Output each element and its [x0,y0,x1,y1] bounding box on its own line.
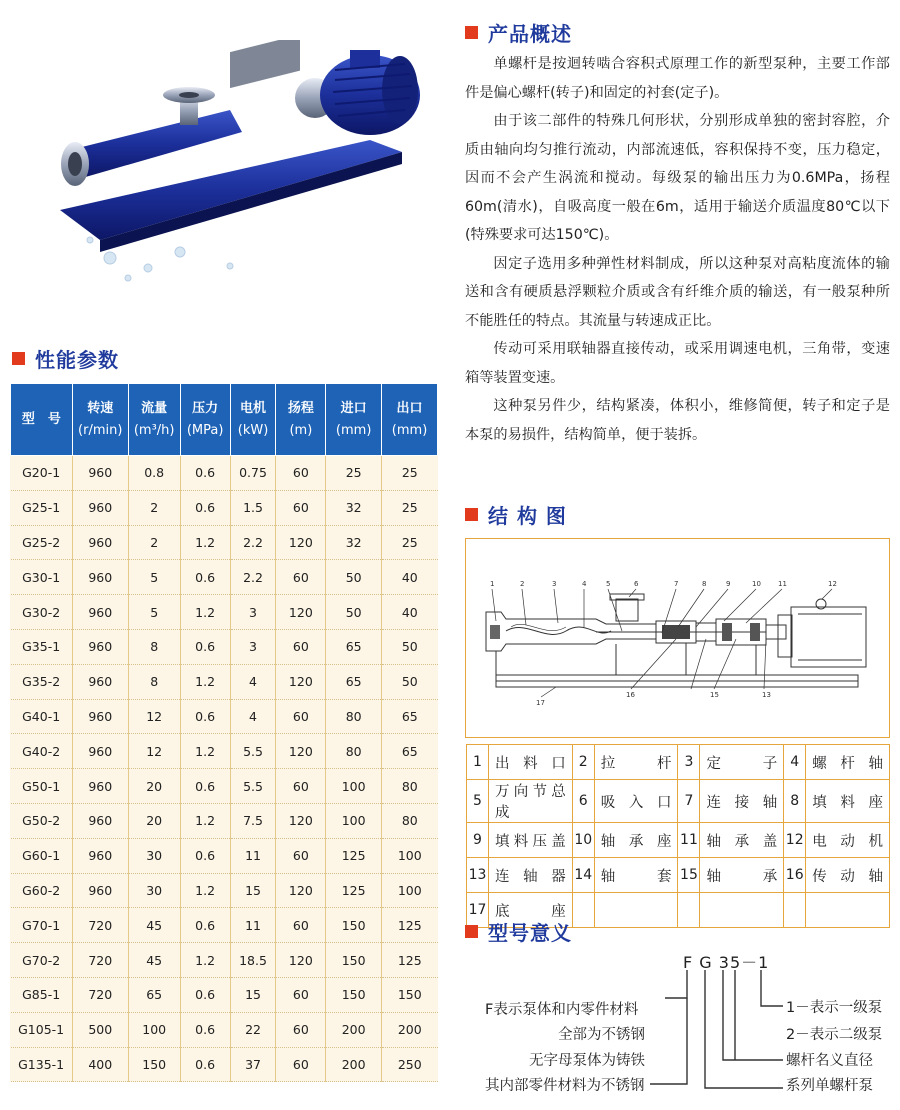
performance-cell: 960 [72,838,128,873]
performance-cell: 960 [72,873,128,908]
performance-cell: 20 [128,803,180,838]
pump-product-image [30,40,440,290]
part-name [806,893,890,928]
diagram-callout: 17 [536,699,545,707]
performance-cell: 3 [230,629,276,664]
overview-paragraph: 由于该二部件的特殊几何形状，分别形成单独的密封容腔，介质由轴向均匀推行流动，内部流速低，容积保持不变，压力稳定，因而不会产生涡流和搅动。每级泵的输出压力为0.6MPa，扬程60m(清水)，自吸高度一般在6m，适用于输送介质温度80℃以下(特殊要求可达150℃)。 [465,113,890,243]
overview-title-text: 产品概述 [488,22,572,46]
performance-cell: 0.6 [180,699,230,734]
performance-cell: 100 [382,873,438,908]
performance-cell: 8 [128,664,180,699]
overview-paragraph: 单螺杆是按迴转啮合容积式原理工作的新型泵种，主要工作部件是偏心螺杆(转子)和固定的衬套(定子)。 [465,56,890,101]
performance-cell: 250 [382,1047,438,1082]
performance-cell: 45 [128,908,180,943]
performance-cell: 720 [72,943,128,978]
performance-cell: G105-1 [11,1012,73,1047]
model-title-text: 型号意义 [488,921,572,945]
part-name: 电动机 [806,823,890,858]
part-number: 15 [678,858,700,893]
performance-cell: 65 [326,664,382,699]
performance-table-row [11,977,438,1012]
performance-cell: 0.6 [180,490,230,525]
overview-text [465,50,890,449]
diagram-callout: 4 [582,580,587,588]
performance-cell: 80 [382,769,438,804]
performance-cell: 0.75 [230,456,276,491]
performance-cell: 0.6 [180,908,230,943]
title-marker-icon [465,26,478,39]
performance-cell: 80 [326,699,382,734]
title-marker-icon [465,925,478,938]
part-number: 5 [467,780,489,823]
performance-section-title [12,344,119,373]
performance-cell: G30-1 [11,560,73,595]
diagram-callout: 11 [778,580,787,588]
performance-cell: 150 [326,908,382,943]
performance-cell: 1.2 [180,525,230,560]
part-name: 传动轴 [806,858,890,893]
part-name: 螺杆轴 [806,745,890,780]
part-number: 9 [467,823,489,858]
performance-cell: 65 [128,977,180,1012]
part-number: 3 [678,745,700,780]
performance-cell: 60 [276,908,326,943]
performance-cell: 30 [128,838,180,873]
performance-cell: 5.5 [230,769,276,804]
performance-cell: 2 [128,490,180,525]
performance-cell: 200 [326,1047,382,1082]
performance-table-row [11,525,438,560]
performance-table-row [11,699,438,734]
performance-table-row [11,873,438,908]
col-motor: 电机 (kW) [230,384,276,456]
performance-table-row [11,943,438,978]
col-head: 扬程 (m) [276,384,326,456]
performance-cell: 15 [230,873,276,908]
parts-table-row [467,858,890,893]
diagram-callout: 2 [520,580,525,588]
col-outlet: 出口 (mm) [382,384,438,456]
performance-cell: 125 [326,838,382,873]
performance-cell: G70-1 [11,908,73,943]
part-name: 填料压盖 [488,823,572,858]
performance-cell: 4 [230,699,276,734]
performance-cell: 200 [382,1012,438,1047]
performance-cell: 0.6 [180,1047,230,1082]
performance-cell: 80 [382,803,438,838]
performance-cell: 8 [128,629,180,664]
model-connector-lines [465,950,895,1100]
performance-cell: 60 [276,699,326,734]
col-inlet: 进口 (mm) [326,384,382,456]
part-number: 7 [678,780,700,823]
part-name: 定子 [700,745,784,780]
performance-cell: 100 [326,769,382,804]
title-marker-icon [12,352,25,365]
col-model: 型 号 [11,384,73,456]
performance-table [10,383,438,1082]
performance-cell: 0.6 [180,977,230,1012]
note-f-material: F表示泵体和内零件材料 [485,1002,639,1018]
performance-cell: 50 [326,560,382,595]
performance-cell: 0.6 [180,1012,230,1047]
performance-cell: 25 [382,525,438,560]
part-name [700,893,784,928]
note-inner-stainless: 其内部零件材料为不锈钢 [485,1078,645,1094]
performance-cell: 45 [128,943,180,978]
performance-cell: G35-1 [11,629,73,664]
performance-cell: 15 [230,977,276,1012]
part-number: 16 [784,858,806,893]
performance-table-row [11,664,438,699]
performance-cell: G50-2 [11,803,73,838]
performance-cell: 7.5 [230,803,276,838]
performance-cell: 3 [230,595,276,630]
performance-table-row [11,456,438,491]
performance-cell: 120 [276,595,326,630]
performance-cell: 125 [382,943,438,978]
performance-cell: 150 [326,943,382,978]
performance-cell: 120 [276,664,326,699]
performance-cell: G20-1 [11,456,73,491]
note-all-stainless: 全部为不锈钢 [558,1027,645,1043]
part-number [572,893,594,928]
performance-cell: 120 [276,525,326,560]
part-name: 吸入口 [594,780,678,823]
motor-terminal-box [350,50,380,68]
performance-table-row [11,769,438,804]
performance-cell: 5.5 [230,734,276,769]
performance-cell: 60 [276,629,326,664]
parts-table-row [467,780,890,823]
performance-cell: 100 [326,803,382,838]
col-flow: 流量 (m³/h) [128,384,180,456]
performance-cell: 960 [72,560,128,595]
overview-paragraph: 因定子选用多种弹性材料制成，所以这种泵对高粘度流体的输送和含有硬质悬浮颗粒介质或含有纤维介质的输送，有一般泵种所不能胜任的特点。其流量与转速成正比。 [465,255,890,329]
diagram-callout: 8 [702,580,707,588]
performance-cell: G35-2 [11,664,73,699]
structure-diagram [465,538,890,738]
performance-cell: G135-1 [11,1047,73,1082]
performance-cell: G40-2 [11,734,73,769]
performance-cell: 1.5 [230,490,276,525]
diagram-callout: 3 [552,580,557,588]
performance-cell: 32 [326,490,382,525]
part-name: 轴承 [700,858,784,893]
performance-table-row [11,1012,438,1047]
diagram-callout: 6 [634,580,639,588]
overview-paragraph: 传动可采用联轴器直接传动，或采用调速电机，三角带，变速箱等装置变速。 [465,341,890,386]
part-name: 轴承盖 [700,823,784,858]
performance-cell: 0.6 [180,560,230,595]
performance-cell: G70-2 [11,943,73,978]
diagram-callout: 12 [828,580,837,588]
note-diameter: 螺杆名义直径 [786,1053,873,1069]
title-marker-icon [465,508,478,521]
performance-cell: 25 [326,456,382,491]
model-code: F G 35－1 [683,953,770,972]
performance-cell: 1.2 [180,943,230,978]
model-section-title [465,917,572,946]
performance-cell: 25 [382,456,438,491]
part-name: 轴承座 [594,823,678,858]
part-number: 13 [467,858,489,893]
performance-cell: 120 [276,803,326,838]
diagram-callout: 13 [762,691,771,699]
diagram-callout: 1 [490,580,495,588]
performance-cell: 60 [276,560,326,595]
part-name [594,893,678,928]
performance-cell: 20 [128,769,180,804]
performance-table-row [11,629,438,664]
performance-cell: 65 [326,629,382,664]
performance-cell: 0.6 [180,838,230,873]
note-series: 系列单螺杆泵 [786,1078,873,1094]
performance-cell: 2.2 [230,560,276,595]
note-no-letter: 无字母泵体为铸铁 [529,1053,645,1069]
performance-cell: 720 [72,977,128,1012]
performance-cell: 32 [326,525,382,560]
overview-paragraph: 这种泵另件少，结构紧凑，体积小，维修简便，转子和定子是本泵的易损件，结构简单，便于装拆。 [465,398,890,443]
model-meaning-diagram [465,950,895,1100]
performance-cell: 1.2 [180,803,230,838]
performance-table-row [11,734,438,769]
performance-cell: 80 [326,734,382,769]
parts-table-row [467,745,890,780]
performance-cell: G60-1 [11,838,73,873]
part-number: 2 [572,745,594,780]
pump-body [70,110,242,178]
part-number: 14 [572,858,594,893]
performance-cell: 960 [72,803,128,838]
part-number: 10 [572,823,594,858]
performance-cell: 12 [128,699,180,734]
part-name: 拉杆 [594,745,678,780]
performance-cell: 500 [72,1012,128,1047]
performance-cell: 100 [382,838,438,873]
diagram-callout: 7 [674,580,679,588]
diagram-callout: 15 [710,691,719,699]
performance-cell: 120 [276,873,326,908]
performance-cell: 18.5 [230,943,276,978]
performance-cell: G60-2 [11,873,73,908]
diagram-callout: 5 [606,580,611,588]
diagram-callout: 9 [726,580,731,588]
performance-cell: 960 [72,595,128,630]
performance-table-header [11,384,438,456]
performance-title-text: 性能参数 [35,348,119,372]
parts-table-row [467,823,890,858]
part-name: 出料口 [488,745,572,780]
diagram-inlet [616,599,638,621]
performance-cell: 60 [276,977,326,1012]
performance-cell: 960 [72,629,128,664]
performance-cell: 960 [72,490,128,525]
diagram-callout: 16 [626,691,635,699]
performance-cell: 960 [72,525,128,560]
diagram-callout: 10 [752,580,761,588]
part-name: 连轴器 [488,858,572,893]
note-stage2: 2－表示二级泵 [786,1027,883,1043]
part-number [784,893,806,928]
performance-cell: 100 [128,1012,180,1047]
performance-cell: 120 [276,943,326,978]
part-number: 8 [784,780,806,823]
performance-cell: 960 [72,769,128,804]
performance-cell: 120 [276,734,326,769]
performance-cell: 60 [276,490,326,525]
performance-cell: 960 [72,699,128,734]
structure-section-title [465,500,567,529]
part-name: 底座 [488,893,572,928]
performance-cell: 40 [382,560,438,595]
performance-cell: 1.2 [180,873,230,908]
performance-table-row [11,560,438,595]
performance-cell: 40 [382,595,438,630]
overview-section-title [465,18,572,47]
performance-table-row [11,838,438,873]
performance-cell: 60 [276,838,326,873]
structure-title-text: 结 构 图 [488,504,567,528]
performance-cell: 1.2 [180,664,230,699]
part-number: 4 [784,745,806,780]
performance-cell: 60 [276,769,326,804]
performance-cell: 1.2 [180,734,230,769]
performance-cell: G25-1 [11,490,73,525]
performance-cell: 4 [230,664,276,699]
part-number: 17 [467,893,489,928]
performance-cell: 200 [326,1012,382,1047]
performance-cell: 2.2 [230,525,276,560]
performance-cell: 150 [128,1047,180,1082]
performance-cell: 0.6 [180,456,230,491]
part-number: 6 [572,780,594,823]
parts-table [466,744,890,928]
performance-cell: 5 [128,560,180,595]
part-name: 万向节总成 [488,780,572,823]
performance-cell: 400 [72,1047,128,1082]
performance-cell: 60 [276,456,326,491]
performance-cell: 65 [382,699,438,734]
bearing-housing [230,40,300,88]
performance-cell: 150 [382,977,438,1012]
performance-cell: 0.8 [128,456,180,491]
part-number: 1 [467,745,489,780]
performance-cell: 37 [230,1047,276,1082]
performance-cell: 50 [382,664,438,699]
structure-drawing [466,539,891,739]
performance-table-row [11,908,438,943]
performance-cell: 720 [72,908,128,943]
performance-cell: 125 [382,908,438,943]
part-number: 12 [784,823,806,858]
performance-table-row [11,1047,438,1082]
performance-cell: G85-1 [11,977,73,1012]
performance-cell: 25 [382,490,438,525]
performance-cell: 960 [72,734,128,769]
performance-cell: 2 [128,525,180,560]
note-stage1: 1－表示一级泵 [786,1000,883,1016]
performance-cell: G40-1 [11,699,73,734]
col-speed: 转速 (r/min) [72,384,128,456]
performance-cell: 65 [382,734,438,769]
performance-cell: 30 [128,873,180,908]
part-number: 11 [678,823,700,858]
part-number [678,893,700,928]
performance-cell: 50 [382,629,438,664]
performance-cell: 11 [230,908,276,943]
performance-cell: 960 [72,456,128,491]
col-pressure: 压力 (MPa) [180,384,230,456]
part-name: 轴套 [594,858,678,893]
performance-cell: 1.2 [180,595,230,630]
diagram-motor [791,607,866,667]
performance-cell: 22 [230,1012,276,1047]
performance-cell: 60 [276,1047,326,1082]
performance-cell: 150 [326,977,382,1012]
performance-cell: 5 [128,595,180,630]
performance-table-row [11,803,438,838]
performance-cell: G50-1 [11,769,73,804]
performance-table-row [11,595,438,630]
part-name: 填料座 [806,780,890,823]
performance-table-row [11,490,438,525]
performance-cell: 960 [72,664,128,699]
performance-cell: 12 [128,734,180,769]
performance-cell: G30-2 [11,595,73,630]
performance-cell: 0.6 [180,769,230,804]
performance-cell: 50 [326,595,382,630]
performance-cell: G25-2 [11,525,73,560]
part-name: 连接轴 [700,780,784,823]
performance-cell: 125 [326,873,382,908]
performance-cell: 60 [276,1012,326,1047]
performance-cell: 0.6 [180,629,230,664]
performance-cell: 11 [230,838,276,873]
